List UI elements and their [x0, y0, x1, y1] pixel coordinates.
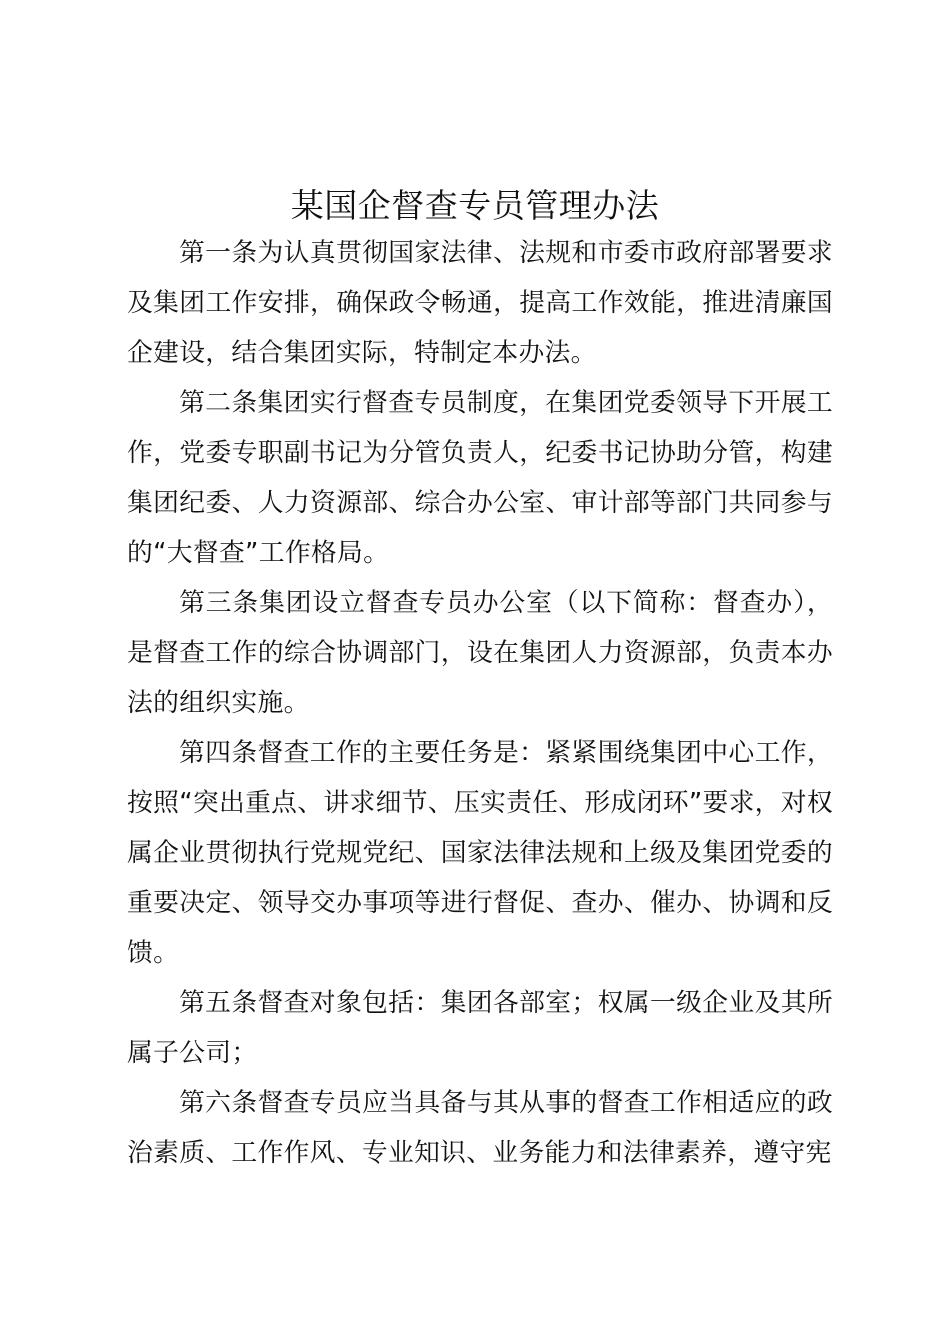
article-5-paragraph: 第五条督查对象包括：集团各部室；权属一级企业及其所属子公司； — [127, 988, 833, 1068]
article-1-paragraph: 第一条为认真贯彻国家法律、法规和市委市政府部署要求及集团工作安排，确保政令畅通，提高工作效能，推进清廉国企建设，结合集团实际，特制定本办法。 — [127, 238, 833, 368]
article-3-paragraph: 第三条集团设立督查专员办公室（以下简称：督查办），是督查工作的综合协调部门，设在集团人力资源部，负责本办法的组织实施。 — [127, 588, 833, 718]
article-2-paragraph: 第二条集团实行督查专员制度，在集团党委领导下开展工作，党委专职副书记为分管负责人，纪委书记协助分管，构建集团纪委、人力资源部、综合办公室、审计部等部门共同参与的“大督查”工作格局。 — [127, 388, 833, 568]
article-4-paragraph: 第四条督查工作的主要任务是：紧紧围绕集团中心工作，按照“突出重点、讲求细节、压实责任、形成闭环”要求，对权属企业贯彻执行党规党纪、国家法律法规和上级及集团党委的重要决定、领导交办事项等进行督促、查办、催办、协调和反馈。 — [127, 738, 833, 968]
document-body — [127, 228, 833, 1178]
article-6-paragraph: 第六条督查专员应当具备与其从事的督查工作相适应的政治素质、工作作风、专业知识、业务能力和法律素养，遵守宪 — [127, 1088, 833, 1168]
document-title: 某国企督查专员管理办法 — [290, 186, 660, 225]
